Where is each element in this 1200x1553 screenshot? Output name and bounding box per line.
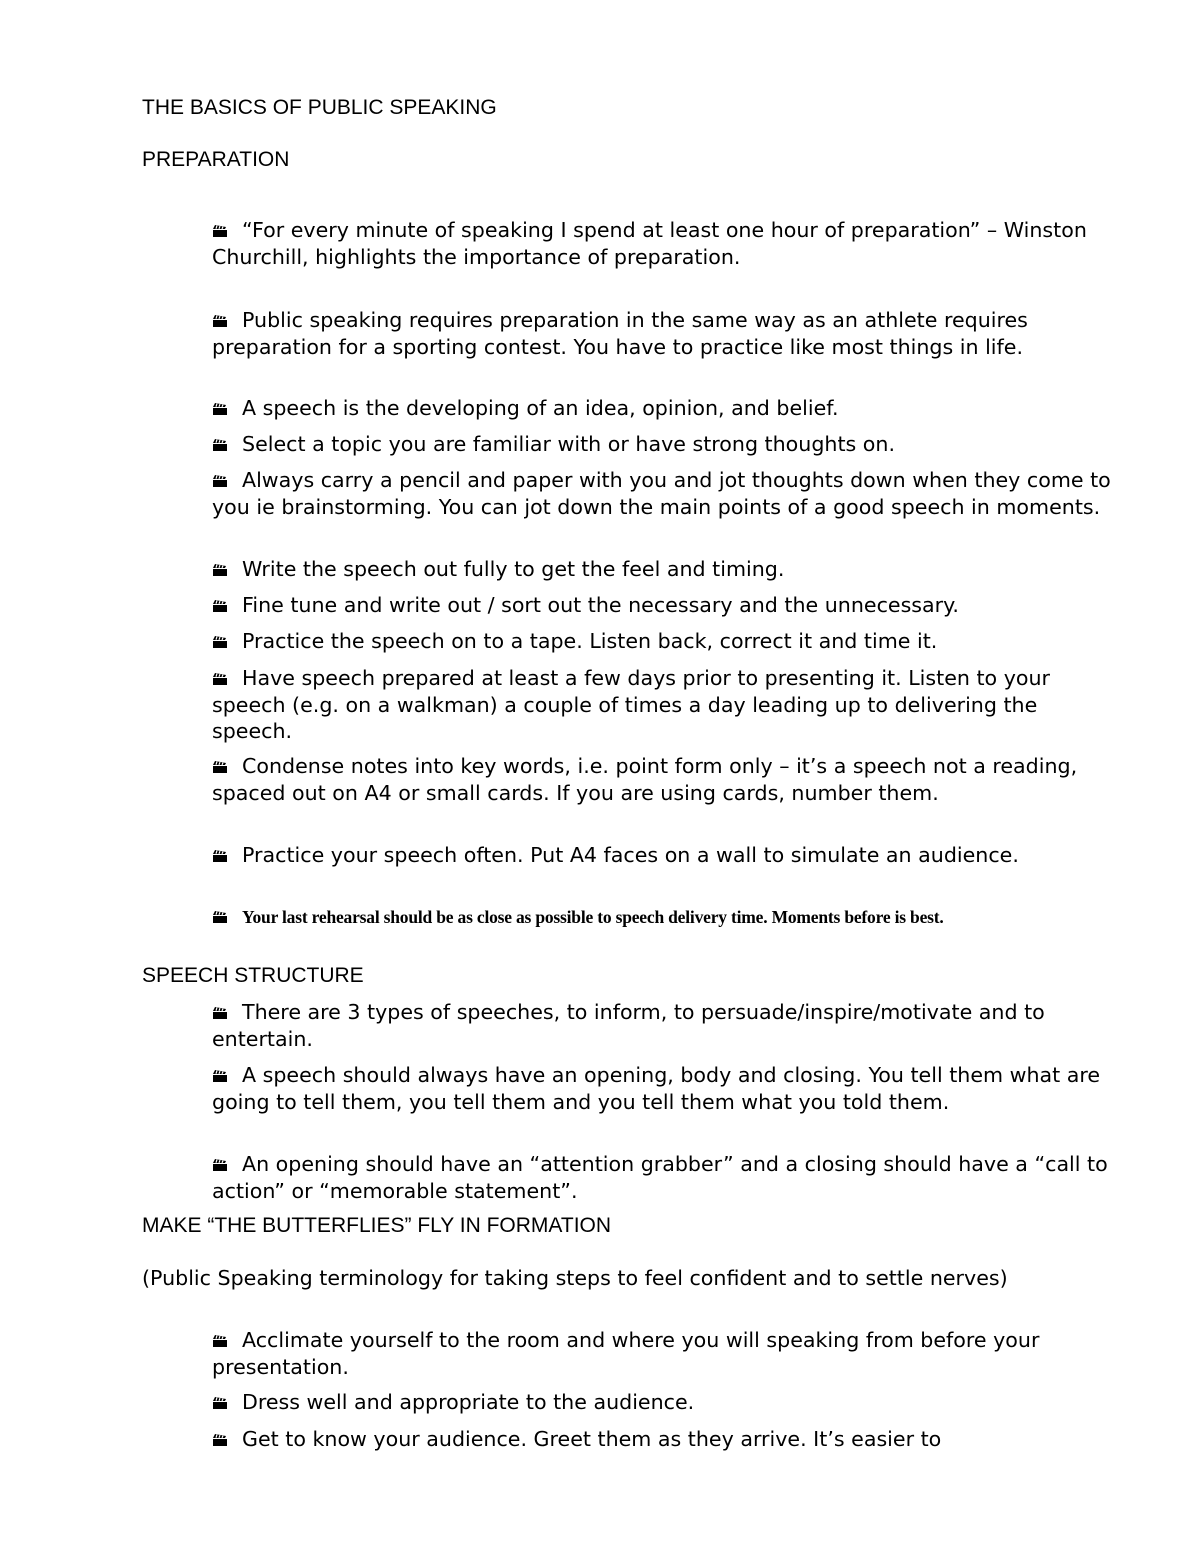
list-item (212, 999, 1122, 1052)
list-item-text: Write the speech out fully to get the feel and timing. (242, 557, 785, 581)
list-item (212, 467, 1122, 520)
clapperboard-icon (212, 474, 228, 488)
list-item-text: Have speech prepared at least a few days prior to presenting it. Listen to your speech (e.g. on a walkman) a couple of times a day leading up to delivering the speech. (212, 666, 1051, 743)
clapperboard-icon (212, 438, 228, 452)
list-item-text: Always carry a pencil and paper with you and jot thoughts down when they come to you ie brainstorming. You can jot down the main points of a good speech in moments. (212, 468, 1111, 519)
list-item (212, 628, 1122, 655)
list-item (212, 842, 1122, 869)
list-item-text: There are 3 types of speeches, to inform, to persuade/inspire/motivate and to entertain. (212, 1000, 1045, 1051)
list-item-text: Select a topic you are familiar with or have strong thoughts on. (242, 432, 896, 456)
section-intro: (Public Speaking terminology for taking steps to feel confident and to settle nerves) (142, 1266, 1008, 1290)
list-item (212, 431, 1122, 458)
list-item-text: A speech should always have an opening, body and closing. You tell them what are going to tell them, you tell them and you tell them what you told them. (212, 1063, 1101, 1114)
clapperboard-icon (212, 563, 228, 577)
list-item (212, 217, 1122, 270)
list-item (212, 307, 1122, 360)
clapperboard-icon (212, 849, 228, 863)
list-item (212, 395, 1122, 422)
clapperboard-icon (212, 599, 228, 613)
clapperboard-icon (212, 672, 228, 686)
list-item (212, 1327, 1122, 1380)
clapperboard-icon (212, 1334, 228, 1348)
list-item-text: An opening should have an “attention grabber” and a closing should have a “call to action” or “memorable statement”. (212, 1152, 1108, 1203)
clapperboard-icon (212, 1006, 228, 1020)
list-item (212, 665, 1122, 745)
list-item-text: Get to know your audience. Greet them as they arrive. It’s easier to (242, 1427, 942, 1451)
section-heading-preparation: PREPARATION (142, 148, 290, 171)
list-item (212, 592, 1122, 619)
list-item (212, 904, 1122, 930)
clapperboard-icon (212, 1158, 228, 1172)
list-item (212, 1389, 1122, 1416)
list-item-text: Your last rehearsal should be as close as possible to speech delivery time. Moments before is best. (242, 907, 944, 927)
list-item-text: Practice your speech often. Put A4 faces on a wall to simulate an audience. (242, 843, 1019, 867)
list-item-text: Fine tune and write out / sort out the necessary and the unnecessary. (242, 593, 959, 617)
section-heading-butterflies: MAKE “THE BUTTERFLIES” FLY IN FORMATION (142, 1214, 612, 1237)
list-item (212, 1062, 1122, 1115)
clapperboard-icon (212, 760, 228, 774)
list-item-text: Acclimate yourself to the room and where you will speaking from before your presentation. (212, 1328, 1040, 1379)
section-heading-speech-structure: SPEECH STRUCTURE (142, 964, 364, 987)
clapperboard-icon (212, 910, 228, 924)
clapperboard-icon (212, 1433, 228, 1447)
list-item (212, 753, 1122, 806)
list-item (212, 556, 1122, 583)
list-item-text: Condense notes into key words, i.e. point form only – it’s a speech not a reading, spaced out on A4 or small cards. If you are using cards, number them. (212, 754, 1078, 805)
clapperboard-icon (212, 224, 228, 238)
list-item-text: “For every minute of speaking I spend at least one hour of preparation” – Winston Churchill, highlights the importance of preparation. (212, 218, 1087, 269)
list-item-text: Public speaking requires preparation in the same way as an athlete requires preparation for a sporting contest. You have to practice like most things in life. (212, 308, 1028, 359)
list-item-text: Practice the speech on to a tape. Listen back, correct it and time it. (242, 629, 938, 653)
clapperboard-icon (212, 402, 228, 416)
list-item-text: A speech is the developing of an idea, opinion, and belief. (242, 396, 839, 420)
clapperboard-icon (212, 314, 228, 328)
list-item (212, 1151, 1122, 1204)
clapperboard-icon (212, 1069, 228, 1083)
document-title: THE BASICS OF PUBLIC SPEAKING (142, 96, 497, 119)
clapperboard-icon (212, 1396, 228, 1410)
list-item-text: Dress well and appropriate to the audience. (242, 1390, 695, 1414)
list-item (212, 1426, 1122, 1453)
clapperboard-icon (212, 635, 228, 649)
